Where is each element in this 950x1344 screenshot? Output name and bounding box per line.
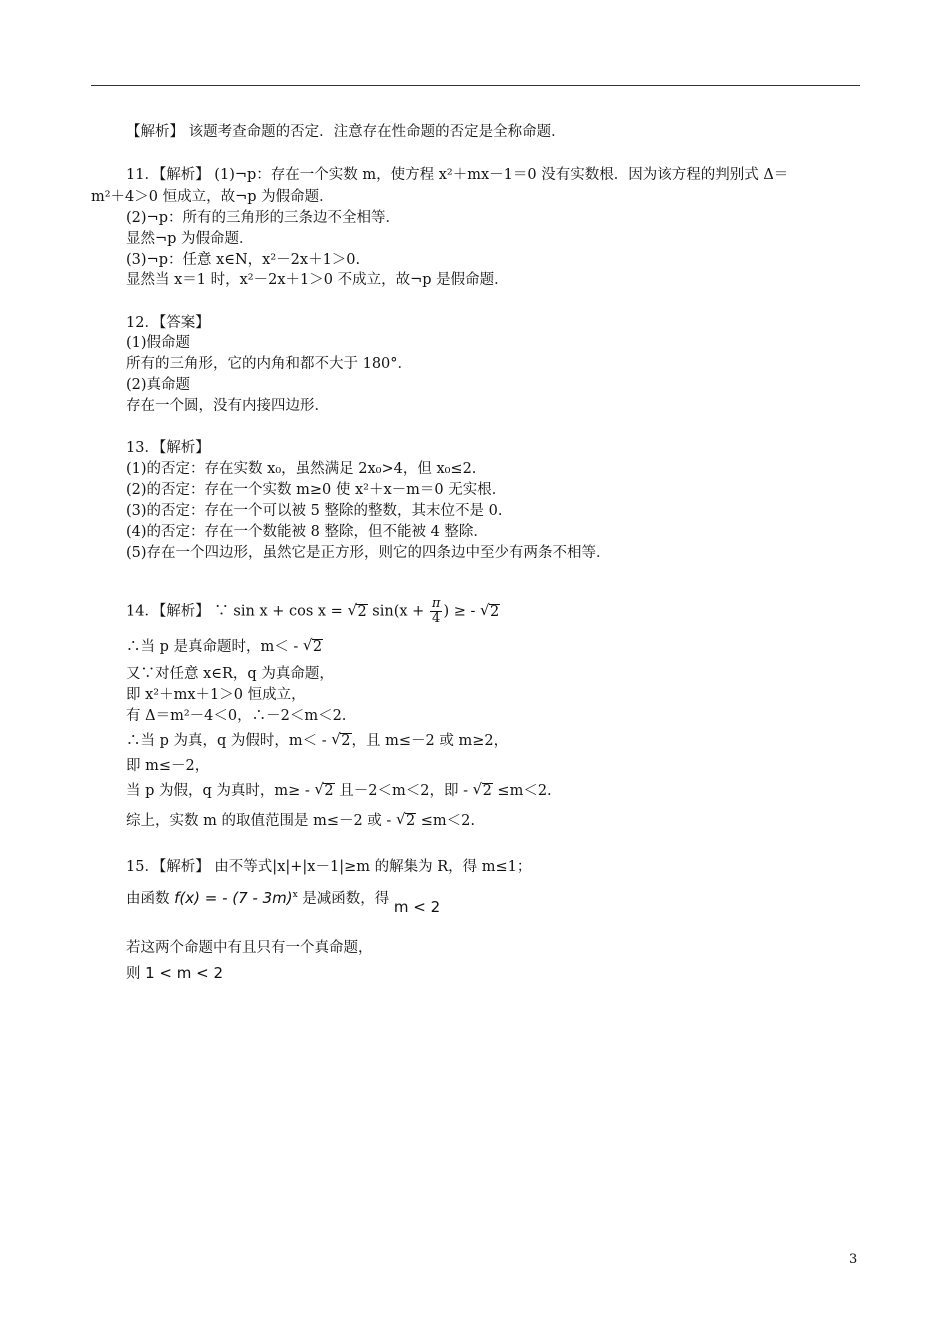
text-line: 有 Δ＝m²－4＜0，∴－2＜m＜2. — [126, 708, 347, 724]
text-line: (1)假命题 — [126, 335, 191, 351]
text-line: 即 m≤－2， — [126, 758, 210, 774]
text-line: 13．【解析】 — [126, 440, 210, 456]
text-line-math — [126, 811, 475, 831]
sqrt-expression — [473, 781, 493, 801]
sqrt-expression — [347, 602, 367, 622]
text-line: 即 x²＋mx＋1＞0 恒成立， — [126, 687, 306, 703]
function-expression: f(x) = - (7 - 3m) — [174, 888, 293, 907]
text-line: 11．【解析】 (1)¬p：存在一个实数 m，使方程 x²＋mx－1＝0 没有实数根．因为该方程的判别式 Δ＝ — [126, 167, 789, 183]
text-line: (2)¬p：所有的三角形的三条边不全相等． — [126, 210, 400, 226]
text-line-math — [126, 637, 323, 657]
text-span: 由函数 — [126, 890, 175, 907]
text-span: 则 — [126, 966, 146, 982]
text-line: 15．【解析】 由不等式|x|+|x－1|≥m 的解集为 R，得 m≤1； — [126, 859, 532, 875]
text-line: (1)的否定：存在实数 x₀，虽然满足 2x₀>4，但 x₀≤2. — [126, 461, 477, 477]
text-line: 存在一个圆，没有内接四边形． — [126, 398, 329, 414]
sqrt-radicand: 2 — [482, 783, 492, 799]
text-line: (2)的否定：存在一个实数 m≥0 使 x²＋x－m＝0 无实根． — [126, 482, 507, 498]
sqrt-radicand: 2 — [405, 813, 416, 829]
text-line: (2)真命题 — [126, 377, 191, 393]
text-span: 14．【解析】 ∵ sin x + cos x = — [126, 603, 348, 620]
sqrt-radicand: 2 — [324, 783, 334, 799]
text-line-math — [126, 781, 552, 801]
text-line: (3)¬p：任意 x∈N，x²－2x＋1＞0. — [126, 252, 361, 268]
text-line-math — [126, 731, 508, 751]
text-span: sin(x + — [367, 603, 429, 620]
sqrt-expression — [303, 637, 323, 657]
sqrt-expression — [396, 811, 416, 831]
text-line: (5)存在一个四边形，虽然它是正方形，则它的四条边中至少有两条不相等． — [126, 545, 611, 561]
header-rule — [91, 85, 860, 86]
fraction-denominator: 4 — [432, 611, 441, 626]
text-line-math — [126, 963, 223, 984]
text-line: 若这两个命题中有且只有一个真命题， — [126, 940, 373, 956]
sqrt-expression — [480, 602, 500, 622]
text-span: 是减函数，得 — [297, 890, 394, 907]
text-line: 【解析】 该题考查命题的否定．注意存在性命题的否定是全称命题． — [126, 124, 566, 140]
text-line-math — [126, 597, 500, 626]
text-line: (4)的否定：存在一个数能被 8 整除，但不能被 4 整除． — [126, 524, 488, 540]
sqrt-radicand: 2 — [490, 603, 500, 620]
sqrt-radicand: 2 — [312, 639, 323, 655]
text-span: ≤m＜2. — [492, 783, 552, 799]
text-span: 当 p 为假，q 为真时，m≥ - — [126, 783, 315, 799]
text-span: ≤m＜2. — [416, 813, 476, 829]
sqrt-radicand: 2 — [341, 733, 351, 749]
text-line: m²＋4＞0 恒成立，故¬p 为假命题． — [91, 189, 334, 205]
text-line: 显然当 x＝1 时，x²－2x＋1＞0 不成立，故¬p 是假命题． — [126, 272, 509, 288]
exponent: x — [292, 890, 298, 900]
text-span: ∴当 p 为真，q 为假时，m＜ - — [126, 733, 332, 749]
text-span: ∴当 p 是真命题时，m＜ - — [126, 639, 303, 655]
text-span: ) ≥ - — [443, 603, 480, 620]
sqrt-radicand: 2 — [357, 603, 367, 620]
text-line: 显然¬p 为假命题． — [126, 231, 254, 247]
page-number: 3 — [849, 1252, 858, 1267]
text-span: 且－2＜m＜2，即 - — [334, 783, 473, 799]
text-span: ，且 m≤－2 或 m≥2， — [351, 733, 509, 749]
inequality-result: m < 2 — [393, 897, 441, 916]
text-line: 又∵对任意 x∈R，q 为真命题， — [126, 666, 334, 682]
sqrt-expression — [314, 781, 334, 801]
sqrt-expression — [331, 731, 351, 751]
text-span: 综上，实数 m 的取值范围是 m≤－2 或 - — [126, 813, 396, 829]
fraction-numerator: π — [431, 596, 441, 611]
text-line-math — [126, 885, 441, 916]
text-line: 所有的三角形，它的内角和都不大于 180°． — [126, 356, 413, 372]
text-line: 12．【答案】 — [126, 315, 210, 331]
text-line: (3)的否定：存在一个可以被 5 整除的整数，其末位不是 0. — [126, 503, 503, 519]
fraction — [430, 597, 443, 626]
final-range: 1 < m < 2 — [145, 964, 224, 982]
